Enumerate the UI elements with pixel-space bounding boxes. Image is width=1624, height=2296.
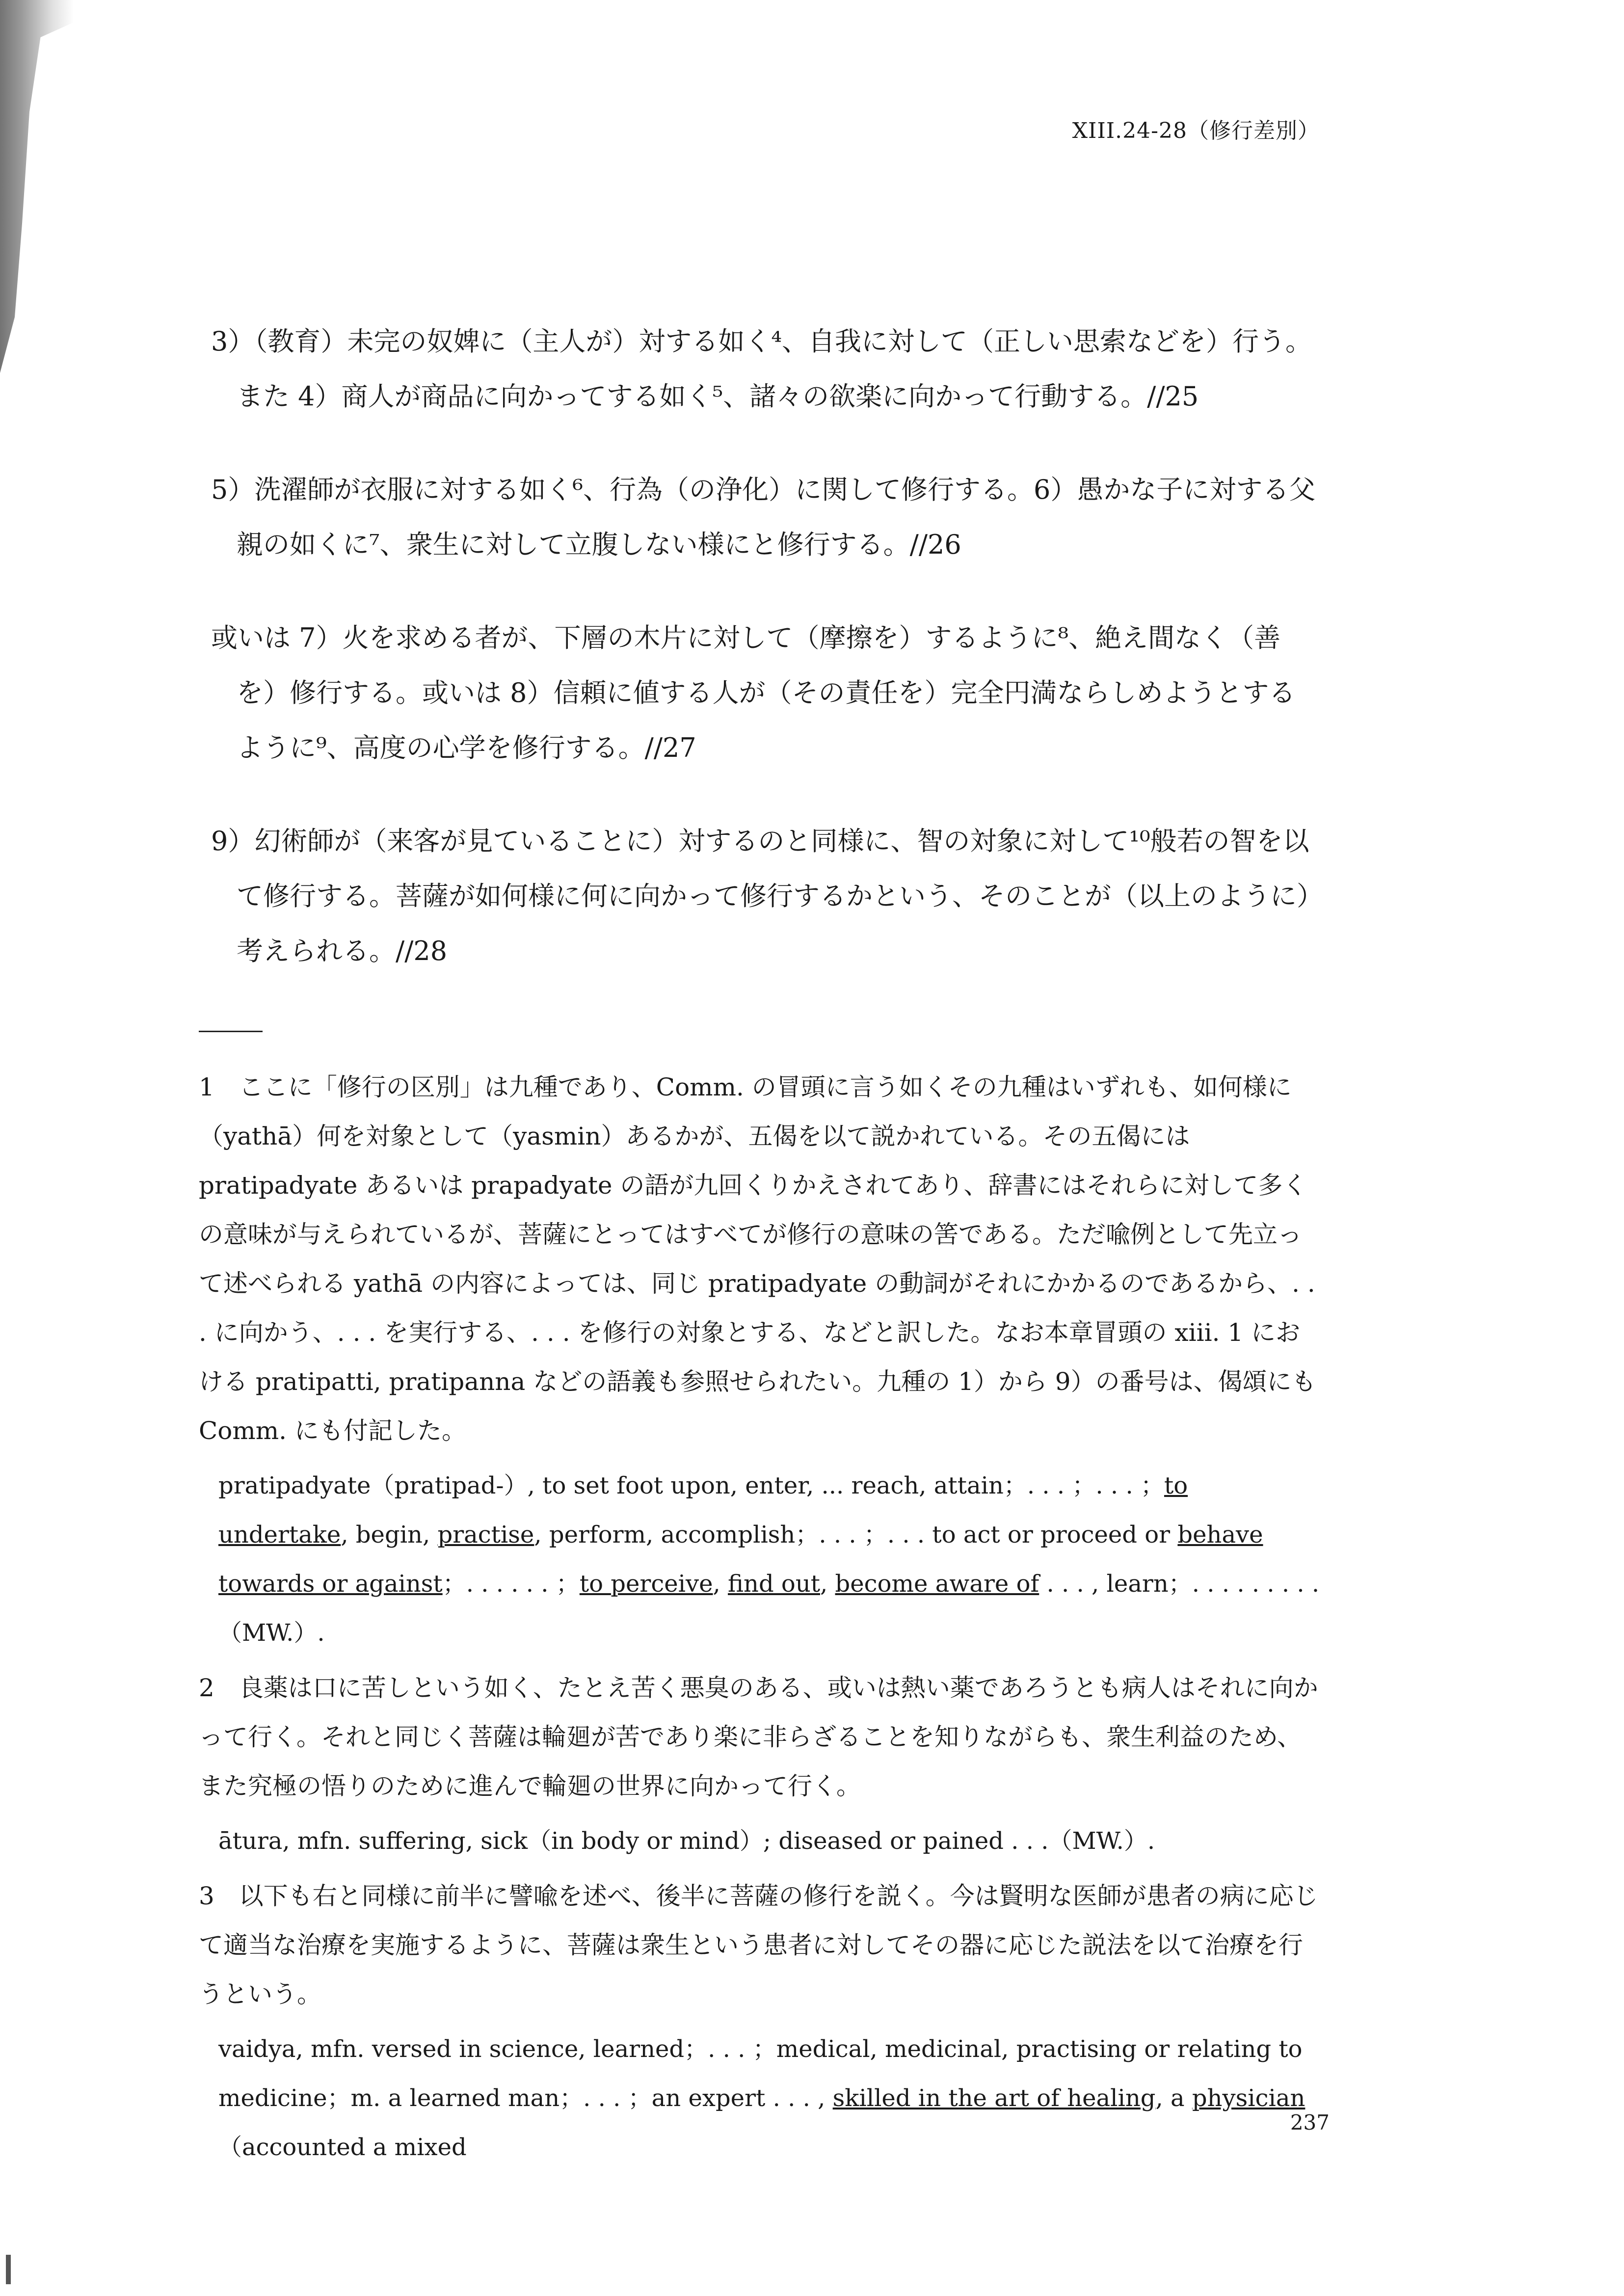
ref-text: pratipadyate（pratipad-）, to set foot upon, enter, ... reach, attain；. . . ；. . . ； <box>218 1472 1164 1499</box>
verse-translation <box>211 314 1320 1017</box>
ref-text: , begin, <box>341 1521 438 1548</box>
ref-underline: practise <box>437 1521 534 1548</box>
verse-27: 或いは 7）火を求める者が、下層の木片に対して（摩擦を）するように⁸、絶え間なく（善を）修行する。或いは 8）信頼に値する人が（その責任を）完全円満ならしめようとするように⁹、高度の心学を修行する。//27 <box>211 622 1296 763</box>
ref-text: （accounted a mixed <box>218 2134 467 2161</box>
footnote-3-dictionary <box>199 2025 1323 2172</box>
scan-artifact <box>6 2255 11 2284</box>
ref-text: , <box>820 1570 835 1598</box>
scan-shadow <box>0 0 74 373</box>
page-number: 237 <box>1290 2110 1330 2135</box>
ref-underline: behave towards or against <box>218 1521 1263 1598</box>
ref-underline: become aware of <box>835 1570 1039 1598</box>
verse-28: 9）幻術師が（来客が見ていることに）対するのと同様に、智の対象に対して¹⁰般若の智を以て修行する。菩薩が如何様に何に向かって修行するかという、そのことが（以上のように）考えられる。//28 <box>211 826 1310 966</box>
footnote-2-dictionary: ātura, mfn. suffering, sick（in body or mind）; diseased or pained . . .（MW.）. <box>218 1827 1155 1855</box>
ref-text: , <box>713 1570 728 1598</box>
verse-25: 3）（教育）未完の奴婢に（主人が）対する如く⁴、自我に対して（正しい思索などを）行う。また 4）商人が商品に向かってする如く⁵、諸々の欲楽に向かって行動する。//25 <box>211 326 1312 412</box>
ref-text: vaidya, mfn. versed in science, learned；. . . ；medical, medicinal, practising or relating to medicine；m. a learned man；. . . ；an expert . . . , <box>218 2035 1303 2112</box>
verse-26: 5）洗濯師が衣服に対する如く⁶、行為（の浄化）に関して修行する。6）愚かな子に対する父親の如くに⁷、衆生に対して立腹しない様にと修行する。//26 <box>211 474 1316 560</box>
running-header: XIII.24-28（修行差別） <box>1072 118 1320 143</box>
ref-text: . . . , learn；. . . . . . . . .（MW.）. <box>218 1570 1320 1647</box>
ref-text: , a <box>1155 2084 1192 2112</box>
ref-underline: to undertake <box>218 1472 1188 1548</box>
ref-underline: skilled in the art of healing <box>832 2084 1156 2112</box>
ref-underline: physician <box>1192 2084 1305 2112</box>
ref-text: , perform, accomplish；. . . ；. . . to act or proceed or <box>534 1521 1178 1548</box>
footnote-1: 1 ここに「修行の区別」は九種であり、Comm. の冒頭に言う如くその九種はいずれも、如何様に（yathā）何を対象として（yasmin）あるかが、五偈を以て説かれている。その五偈には pratipadyate あるいは prapadyate の語が九回くりかえされてあり、辞書にはそれらに対して多くの意味が与えられているが、菩薩にとってはすべてが修行の意味の筈である。ただ喩例として先立って述べられる yathā の内容によっては、同じ pratipadyate の動詞がそれにかかるのであるから、. . . に向かう、. . . を実行する、. . . を修行の対象とする、などと訳した。なお本章冒頭の xiii. 1 における pratipatti, pratipanna などの語義も参照せられたい。九種の 1）から 9）の番号は、偈頌にも Comm. にも付記した。 <box>199 1073 1316 1445</box>
footnote-1-dictionary <box>199 1461 1323 1657</box>
footnote-2: 2 良薬は口に苦しという如く、たとえ苦く悪臭のある、或いは熱い薬であろうとも病人はそれに向かって行く。それと同じく菩薩は輪廻が苦であり楽に非らざることを知りながらも、衆生利益のため、また究極の悟りのために進んで輪廻の世界に向かって行く。 <box>199 1674 1318 1800</box>
ref-underline: find out <box>728 1570 821 1598</box>
footnotes <box>199 1063 1323 2178</box>
ref-text: ；. . . . . . ； <box>442 1570 580 1598</box>
ref-underline: to perceive <box>579 1570 713 1598</box>
footnote-3: 3 以下も右と同様に前半に譬喩を述べ、後半に菩薩の修行を説く。今は賢明な医師が患者の病に応じて適当な治療を実施するように、菩薩は衆生という患者に対してその器に応じた説法を以て治療を行うという。 <box>199 1882 1318 2008</box>
footnote-divider <box>199 1031 263 1032</box>
